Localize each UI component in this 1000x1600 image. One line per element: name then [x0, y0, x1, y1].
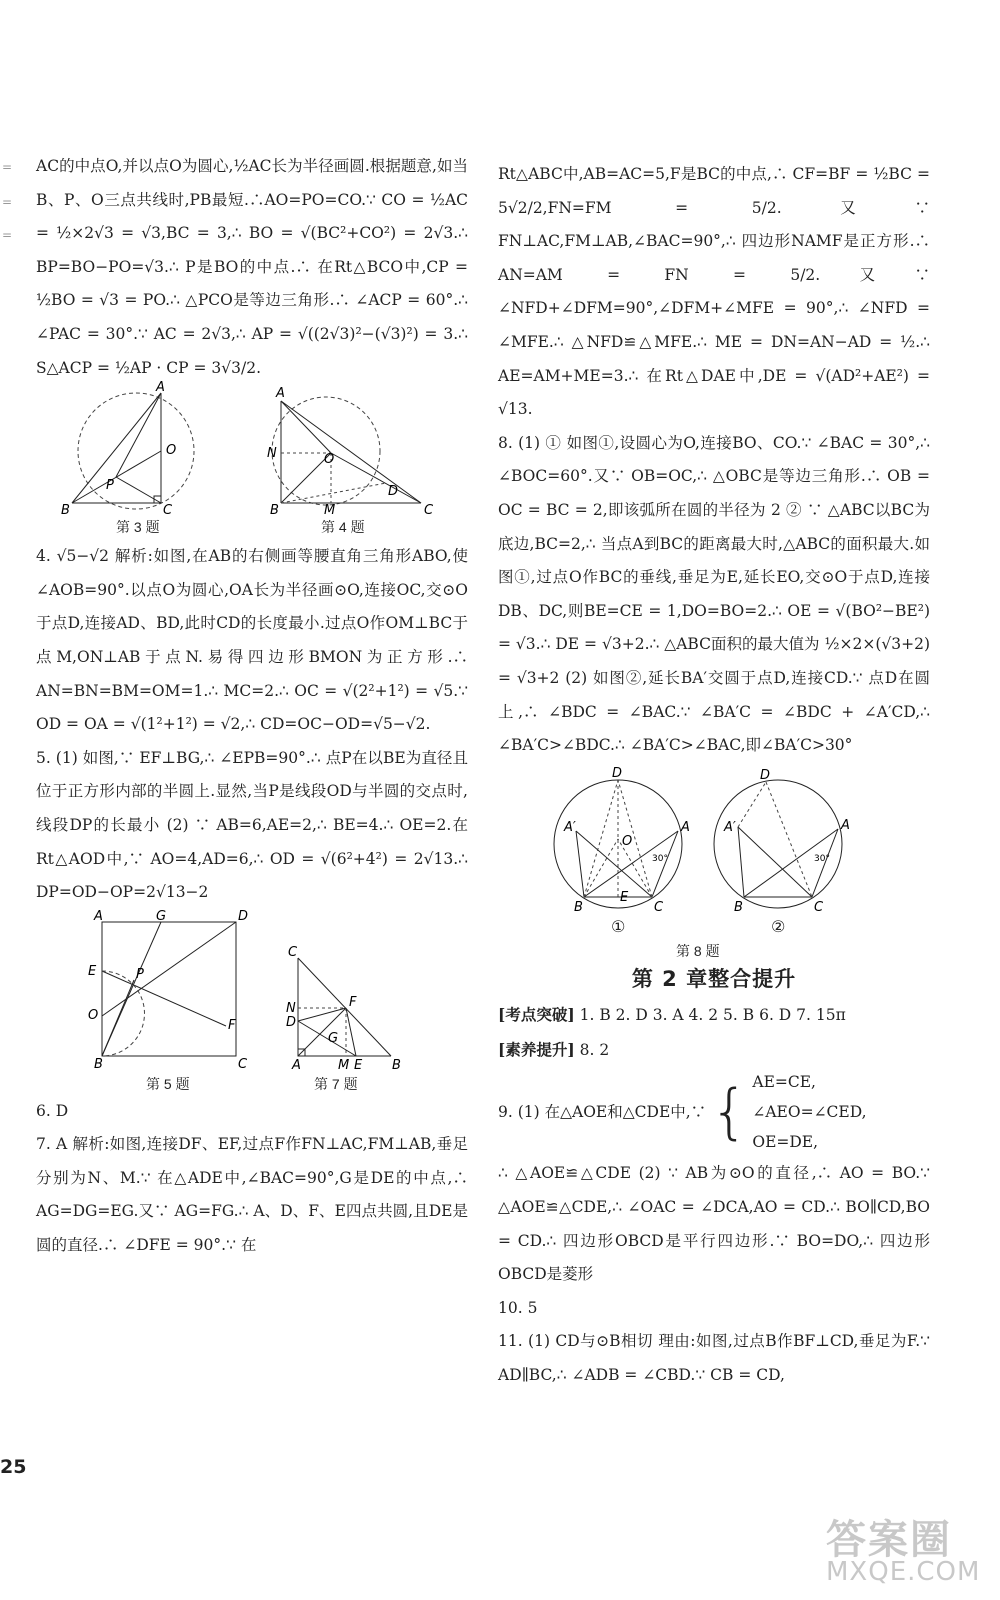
solution-8-text: 8. (1) ① 如图①,设圆心为O,连接BO、CO.∵ ∠BAC = 30°,∴ ∠BOC=60°.又∵ OB=OC,∴ △OBC是等边三角形.∴ OB = OC = BC = 2,即该弧所在圆的半径为 2 ② ∵ △ABC以BC为底边,BC=2,∴ 当点A到BC的距离最大时,△ABC的面积最大.如图①,过点O作BC的垂线,垂足为E,延长EO,交⊙O于点D,连接DB、DC,则BE=CE = 1,DO=BO=2.∴ OE = √(BO²−BE²) = √3.∴ DE = √3+2.∴ △ABC面积的最大值为 ½×2×(√3+2) = √3+2 (2) 如图②,延长BA′交圆于点D,连接CD.∵ 点D在圆上,∴ ∠BDC = ∠BAC.∵ ∠BA′C = ∠BDC + ∠A′CD,∴ ∠BA′C>∠BDC.∴ ∠BA′C>∠BAC,即∠BA′C>30°	[498, 433, 930, 755]
svg-text:D: D	[238, 908, 249, 924]
watermark	[826, 1508, 980, 1587]
svg-text:G: G	[328, 1030, 339, 1046]
svg-text:D: D	[388, 484, 399, 500]
svg-text:O: O	[166, 443, 177, 459]
suyang-answers: 8. 2	[579, 1040, 610, 1059]
svg-text:A: A	[841, 817, 850, 833]
svg-text:30°: 30°	[814, 853, 830, 864]
equation-1: AE=CE,	[752, 1073, 816, 1092]
svg-text:C: C	[288, 944, 298, 960]
solution-11-text: 11. (1) CD与⊙B相切 理由:如图,过点B作BF⊥CD,垂足为F.∵ AD∥BC,∴ ∠ADB = ∠CBD.∵ CB = CD,	[498, 1332, 930, 1385]
svg-text:A: A	[292, 1057, 301, 1073]
solution-5-text: 5. (1) 如图,∵ EF⊥BG,∴ ∠EPB=90°.∴ 点P在以BE为直径且位于正方形内部的半圆上.显然,当P是线段OD与半圆的交点时,线段DP的长最小 (2) ∵ AB=6,AE=2,∴ BE=4.∴ OE=2.在Rt△AOD中,∵ AO=4,AD=6,∴ OD = √(6²+4²) = 2√13.∴ DP=OD−OP=2√13−2	[36, 748, 468, 902]
svg-text:O: O	[622, 833, 633, 849]
solution-9-system	[498, 1067, 930, 1157]
figure-8-diagram	[498, 765, 930, 919]
svg-text:F: F	[349, 994, 357, 1010]
equation-2: ∠AEO=∠CED,	[752, 1103, 867, 1122]
kaodian-answers: 1. B 2. D 3. A 4. 2 5. B 6. D 7. 15π	[579, 1006, 846, 1025]
solution-7-text: 7. A 解析:如图,连接DF、EF,过点F作FN⊥AC,FM⊥AB,垂足分别为N、M.∵ 在△ADE中,∠BAC=90°,G是DE的中点,∴ AG=DG=EG.又∵ AG=FG.∴ A、D、F、E四点共圆,且DE是圆的直径.∴ ∠DFE = 90°.∵ 在	[36, 1135, 468, 1255]
binding-mark: =	[2, 195, 13, 209]
watermark-logo-text: 答案圈	[826, 1517, 952, 1563]
svg-text:D: D	[760, 767, 771, 783]
svg-text:P: P	[136, 966, 144, 982]
figure-8-caption: 第 8 题	[676, 942, 720, 959]
svg-text:C: C	[238, 1056, 248, 1072]
svg-text:N: N	[286, 1000, 296, 1016]
figures-3-4	[36, 380, 468, 536]
svg-text:C: C	[163, 503, 173, 519]
svg-text:G: G	[156, 908, 167, 924]
kaodian-tag: [考点突破]	[498, 1005, 575, 1025]
svg-text:N: N	[267, 446, 277, 462]
answer-10: 10. 5	[498, 1298, 538, 1317]
figure-4-caption: 第 4 题	[321, 519, 365, 536]
svg-text:C: C	[424, 503, 434, 519]
svg-text:B: B	[270, 503, 279, 519]
figure-5-7-diagram	[36, 908, 468, 1073]
svg-text:C: C	[654, 899, 664, 915]
answer-6: 6. D	[36, 1101, 69, 1120]
svg-text:E: E	[354, 1057, 363, 1073]
svg-text:A′: A′	[564, 819, 576, 835]
watermark-url: MXQE.COM	[826, 1557, 981, 1587]
solution-7-continued: Rt△ABC中,AB=AC=5,F是BC的中点,∴ CF=BF = ½BC = 5√2/2,FN=FM = 5/2.又∵ FN⊥AC,FM⊥AB,∠BAC=90°,∴ 四边形NAMF是正方形.∴ AN=AM = FN = 5/2.又∵ ∠NFD+∠DFM=90°,∠DFM+∠MFE = 90°,∴ ∠NFD = ∠MFE.∴ △NFD≌△MFE.∴ ME = DN=AN−AD = ½.∴ AE=AM+ME=3.∴ 在Rt△DAE中,DE = √(AD²+AE²) = √13.	[498, 165, 930, 419]
svg-text:B: B	[94, 1056, 103, 1072]
svg-text:B: B	[392, 1057, 401, 1073]
svg-text:A: A	[94, 908, 103, 924]
svg-text:F: F	[228, 1017, 236, 1033]
svg-text:M: M	[324, 503, 336, 519]
equation-system	[752, 1067, 866, 1157]
svg-text:E: E	[620, 889, 629, 905]
binding-mark: =	[2, 228, 13, 242]
left-column	[36, 150, 468, 1263]
svg-text:B: B	[574, 899, 583, 915]
figure-7-caption: 第 7 题	[314, 1075, 358, 1092]
figure-3-diagram	[36, 380, 468, 519]
svg-text:A′: A′	[724, 819, 736, 835]
figure-8	[498, 765, 930, 959]
suyang-line	[498, 1033, 930, 1068]
solution-9-intro: 9. (1) 在△AOE和△CDE中,∵	[498, 1103, 707, 1122]
svg-text:B: B	[61, 503, 70, 519]
svg-text:D: D	[612, 765, 623, 781]
svg-text:A: A	[276, 386, 285, 402]
svg-text:E: E	[88, 963, 97, 979]
right-column	[498, 158, 930, 1393]
svg-text:30°: 30°	[652, 853, 668, 864]
figure-5-caption: 第 5 题	[146, 1075, 190, 1092]
brace: {	[710, 1077, 749, 1148]
figures-5-7	[36, 908, 468, 1092]
binding-mark: =	[2, 160, 13, 174]
page-number: 25	[0, 1456, 27, 1478]
svg-text:O: O	[324, 452, 335, 468]
svg-text:A: A	[681, 819, 690, 835]
suyang-tag: [素养提升]	[498, 1039, 575, 1059]
svg-text:C: C	[814, 899, 824, 915]
svg-text:M: M	[338, 1057, 350, 1073]
figure-8-label-2: ②	[771, 918, 786, 936]
solution-9-text: ∴ △AOE≌△CDE (2) ∵ AB为⊙O的直径,∴ AO = BO.∵ △AOE≌△CDE,∴ ∠OAC = ∠DCA,AO = CD.∴ BO∥CD,BO = CD.∴ 四边形OBCD是平行四边形.∵ BO=DO,∴ 四边形OBCD是菱形	[498, 1164, 930, 1284]
figure-8-label-1: ①	[611, 918, 626, 936]
kaodian-line	[498, 998, 930, 1033]
solution-3-text: AC的中点O,并以点O为圆心,½AC长为半径画圆.根据题意,如当B、P、O三点共线时,PB最短.∴AO=PO=CO.∵ CO = ½AC = ½×2√3 = √3,BC = 3,∴ BO = √(BC²+CO²) = 2√3.∴ BP=BO−PO=√3.∴ P是BO的中点.∴ 在Rt△BCO中,CP = ½BO = √3 = PO.∴ △PCO是等边三角形.∴ ∠ACP = 60°.∴ ∠PAC = 30°.∵ AC = 2√3,∴ AP = √((2√3)²−(√3)²) = 3.∴ S△ACP = ½AP · CP = 3√3/2.	[36, 157, 468, 377]
figure-3-caption: 第 3 题	[116, 519, 160, 536]
svg-text:B: B	[734, 899, 743, 915]
solution-4-text: 4. √5−√2 解析:如图,在AB的右侧画等腰直角三角形ABO,使∠AOB=90°.以点O为圆心,OA长为半径画⊙O,连接OC,交⊙O于点D,连接AD、BD,此时CD的长度最小.过点O作OM⊥BC于点M,ON⊥AB于点N.易得四边形BMON为正方形.∴ AN=BN=BM=OM=1.∴ MC=2.∴ OC = √(2²+1²) = √5.∵ OD = OA = √(1²+1²) = √2,∴ CD=OC−OD=√5−√2.	[36, 547, 468, 734]
svg-text:O: O	[88, 1007, 99, 1023]
equation-3: OE=DE,	[752, 1133, 819, 1152]
svg-text:P: P	[106, 478, 114, 494]
svg-text:A: A	[156, 380, 165, 396]
svg-text:D: D	[286, 1014, 297, 1030]
chapter-title: 第 2 章整合提升	[631, 966, 797, 991]
